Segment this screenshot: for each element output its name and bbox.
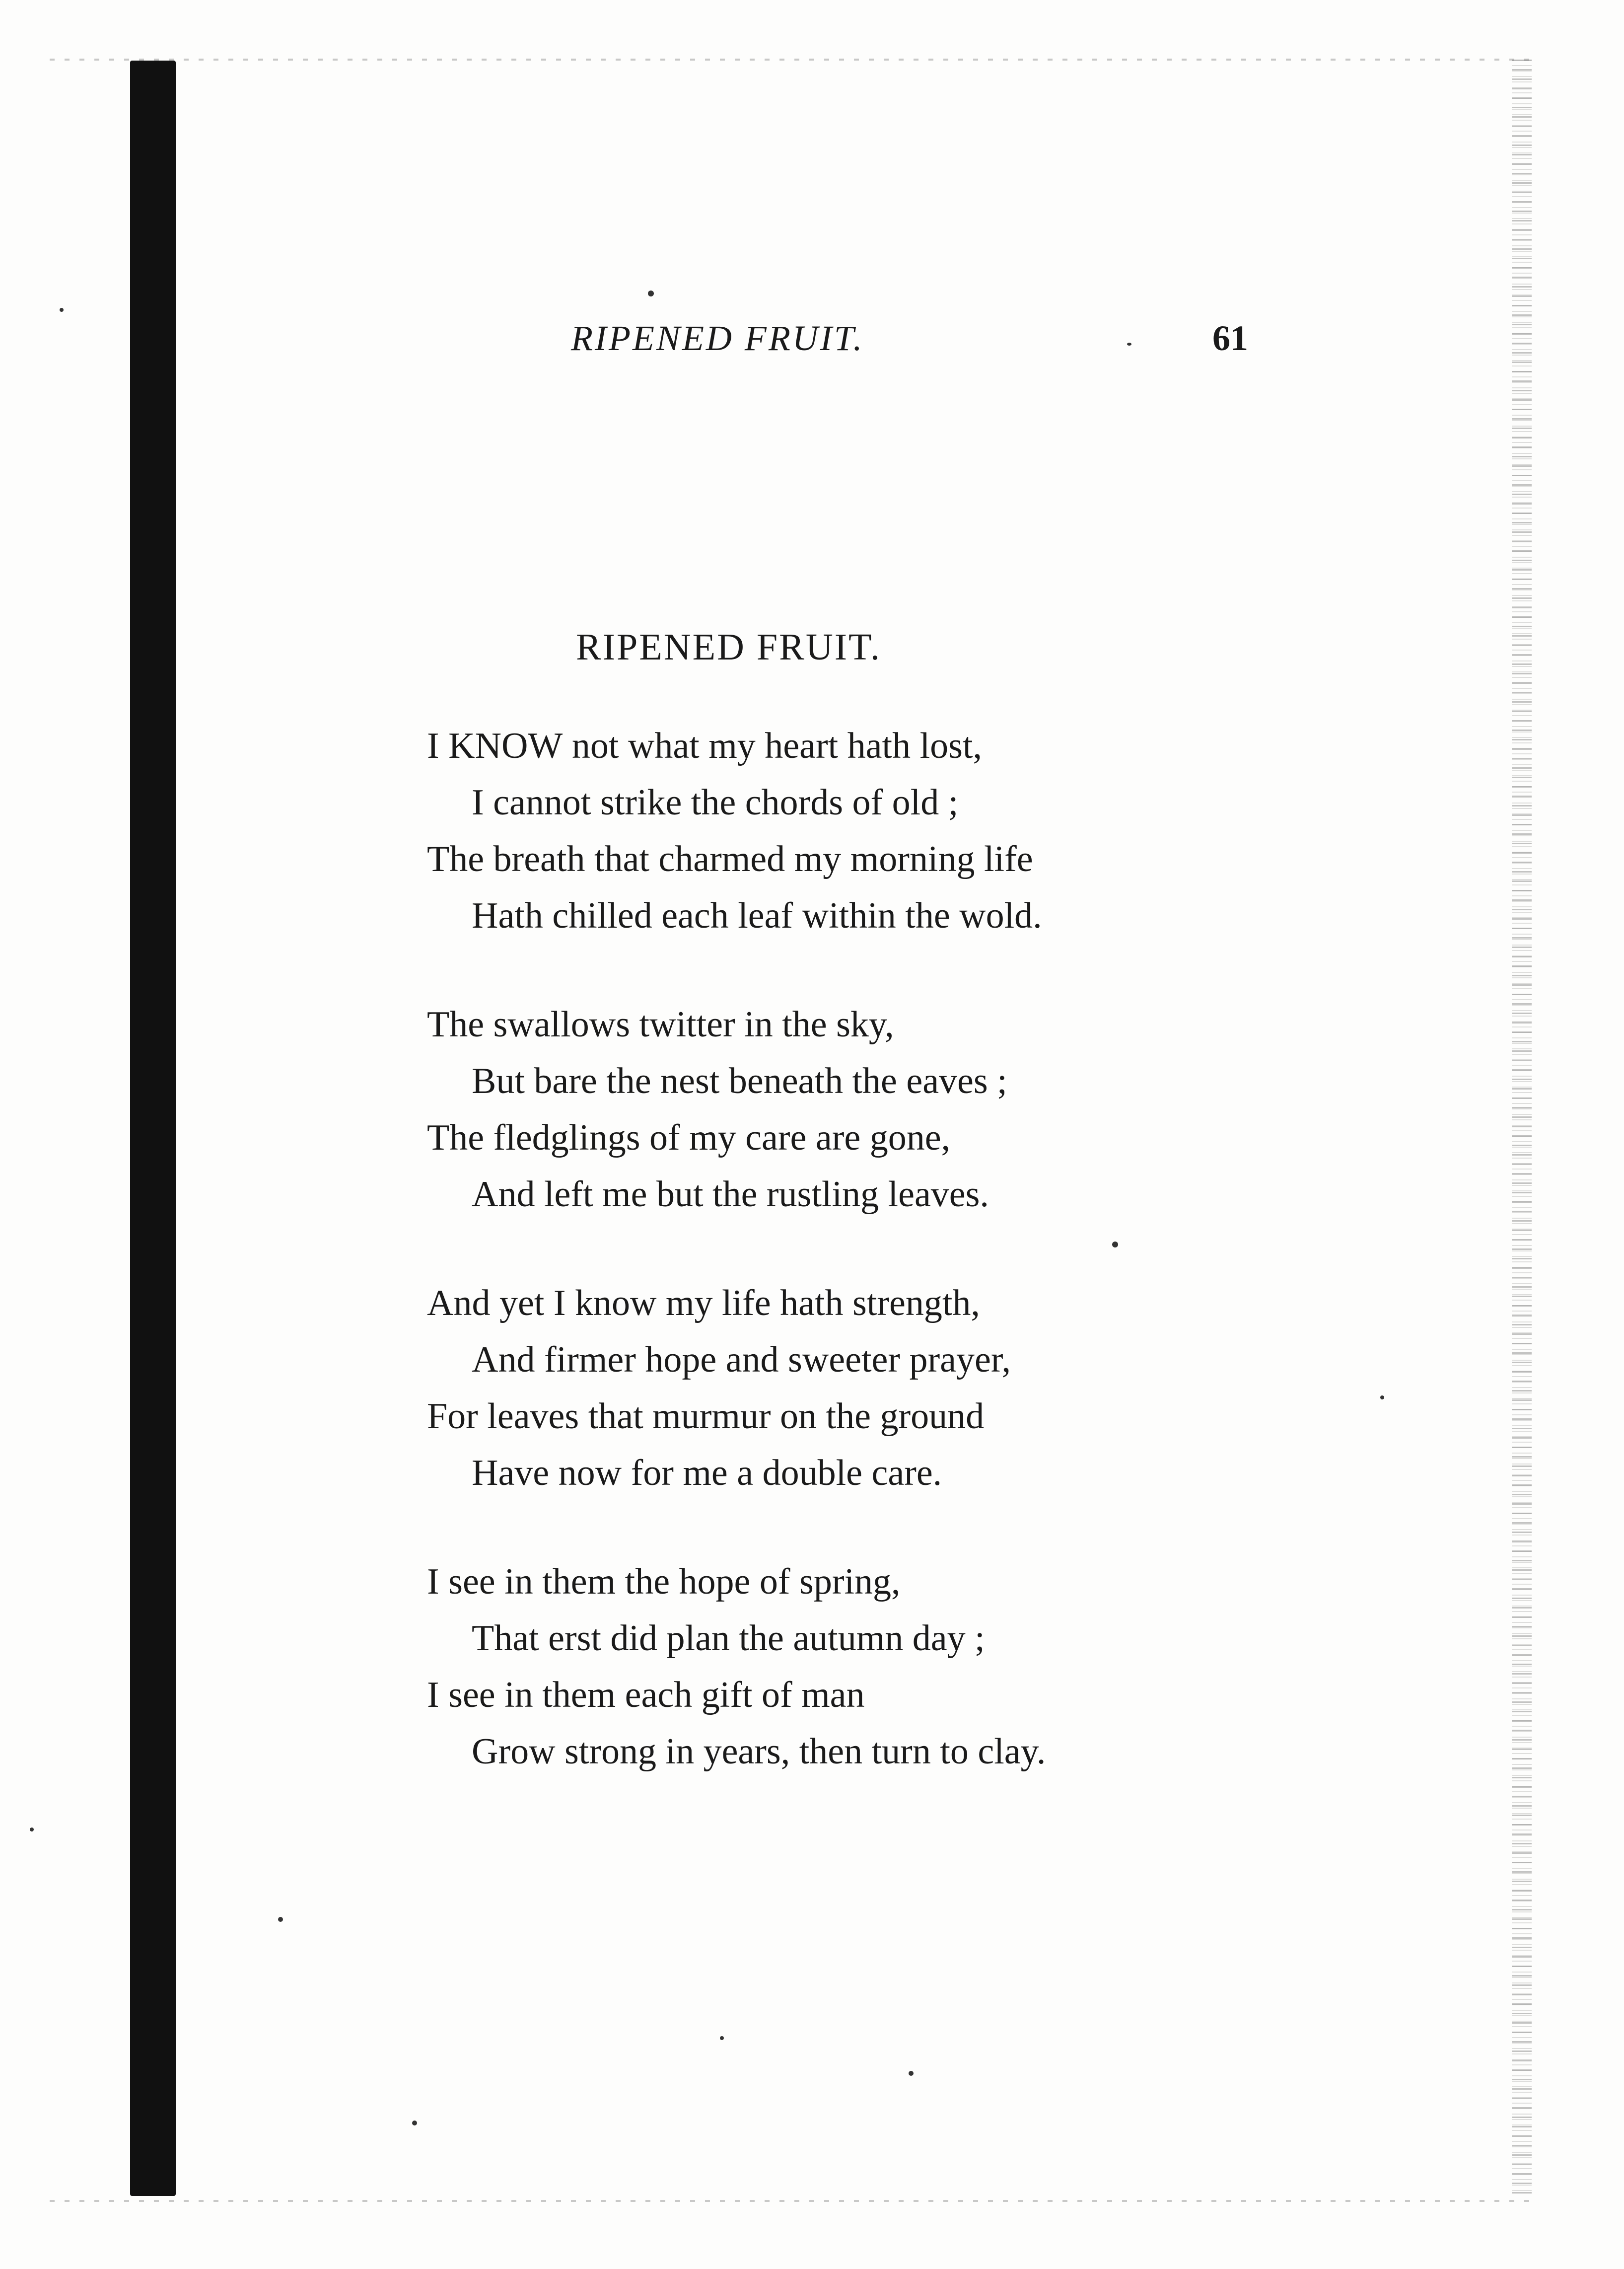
poem-title: RIPENED FRUIT. (576, 626, 881, 668)
line-lead: I (427, 726, 449, 766)
line-lead-small-caps: KNOW (448, 726, 563, 766)
scan-speck (1380, 1395, 1384, 1399)
scan-speck (1127, 343, 1131, 346)
poem-line: And firmer hope and sweeter prayer, (472, 1339, 1011, 1380)
poem-line: I see in them the hope of spring, (427, 1561, 901, 1602)
poem-line: The swallows twitter in the sky, (427, 1004, 894, 1045)
binding-strip (130, 61, 176, 2196)
page-top-edge (50, 59, 1539, 61)
poem-line: Grow strong in years, then turn to clay. (472, 1731, 1046, 1772)
scan-speck (60, 308, 64, 312)
scan-speck (278, 1917, 283, 1922)
poem-line: And yet I know my life hath strength, (427, 1283, 980, 1323)
scan-speck (30, 1828, 34, 1831)
page-right-edge (1512, 60, 1532, 2195)
scan-speck (720, 2036, 724, 2040)
page-bottom-edge (50, 2200, 1539, 2202)
stanza-4 (427, 1553, 1370, 1780)
poem-line: The fledglings of my care are gone, (427, 1117, 951, 1158)
poem-line: And left me but the rustling leaves. (472, 1174, 989, 1215)
line-text: not what my heart hath lost, (563, 726, 983, 766)
poem-line: Have now for me a double care. (472, 1453, 942, 1493)
running-head: RIPENED FRUIT. (571, 318, 864, 358)
poem-body (427, 718, 1370, 1832)
page-number: 61 (1212, 318, 1248, 358)
poem-line: I see in them each gift of man (427, 1675, 865, 1715)
stanza-1 (427, 718, 1370, 944)
scan-speck (412, 2121, 417, 2125)
scan-speck (909, 2071, 914, 2076)
poem-line: The breath that charmed my morning life (427, 839, 1033, 879)
poem-line: That erst did plan the autumn day ; (472, 1618, 985, 1659)
poem-line: I cannot strike the chords of old ; (472, 782, 959, 823)
poem-line (427, 718, 1370, 774)
scan-speck (648, 291, 654, 296)
poem-line: For leaves that murmur on the ground (427, 1396, 985, 1437)
stanza-2 (427, 996, 1370, 1223)
poem-line: Hath chilled each leaf within the wold. (472, 895, 1042, 936)
poem-line: But bare the nest beneath the eaves ; (472, 1061, 1007, 1101)
stanza-3 (427, 1275, 1370, 1501)
scan-speck (1112, 1242, 1118, 1247)
